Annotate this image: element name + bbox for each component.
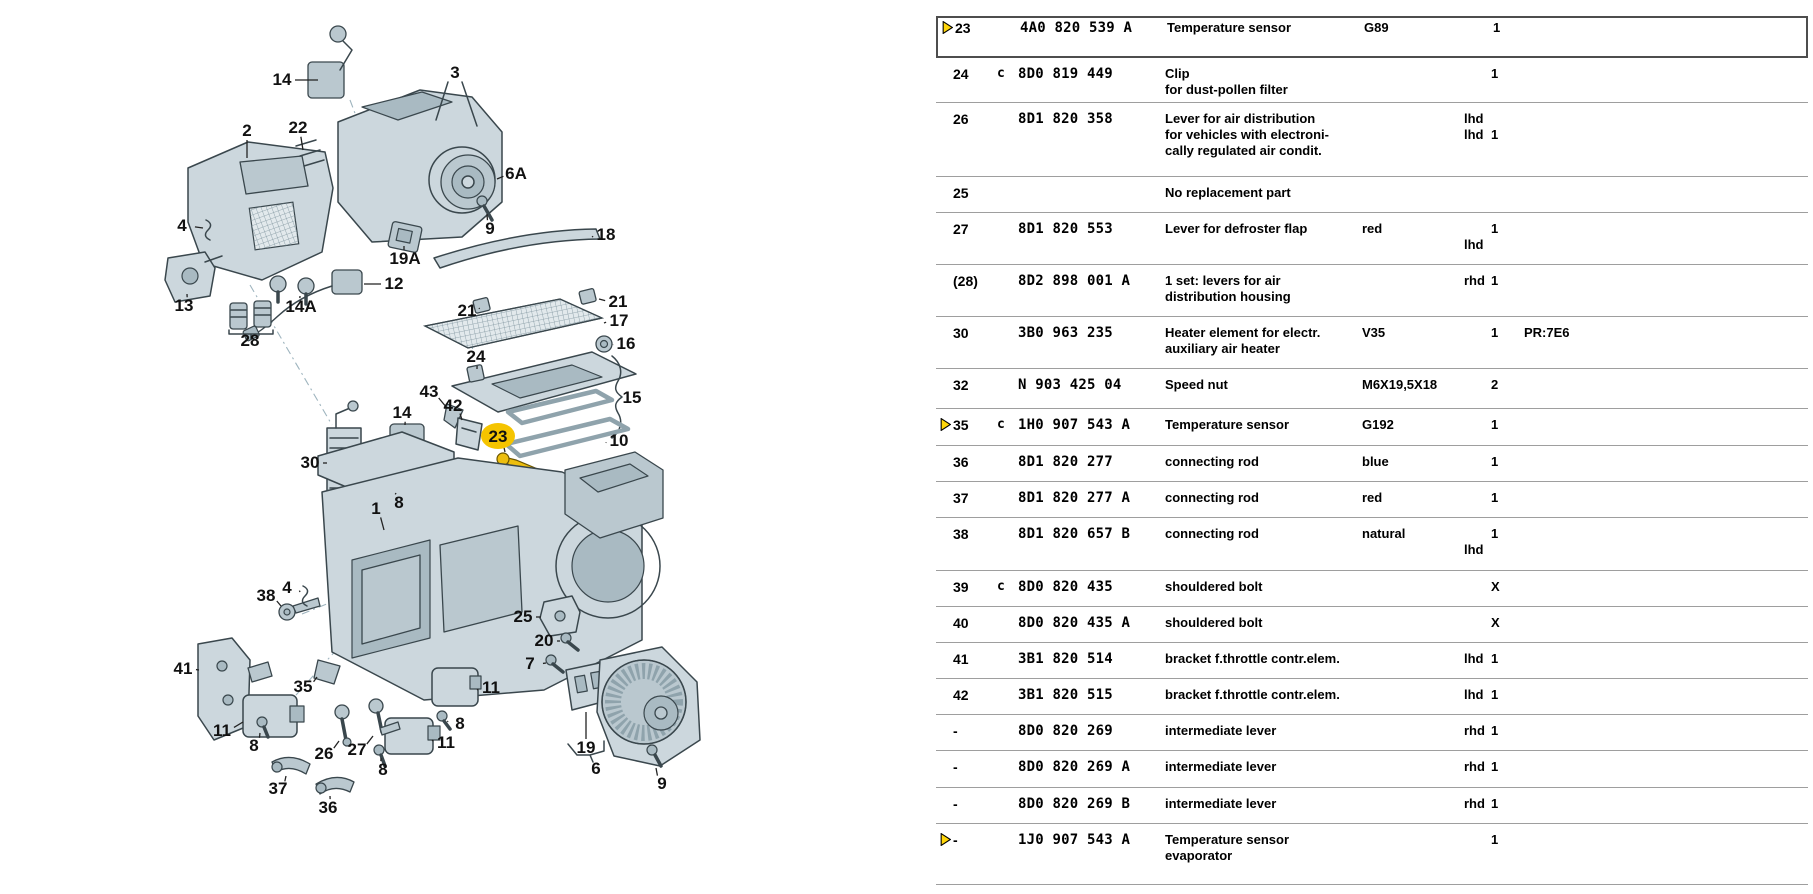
callout-label: 8 — [455, 714, 465, 733]
part-description: connecting rod — [1165, 454, 1259, 469]
callout-label: 17 — [609, 311, 629, 330]
parts-table-row-line — [936, 832, 1808, 848]
part-number: 3B1 820 514 — [1018, 651, 1113, 667]
part-number: 8D1 820 277 A — [1018, 490, 1131, 506]
callout-label: 22 — [288, 118, 308, 137]
parts-table-row[interactable] — [936, 823, 1808, 884]
part-position: (28) — [953, 273, 978, 289]
parts-table-row-line — [936, 526, 1808, 542]
callout-label: 27 — [347, 740, 367, 759]
part-quantity: 1 — [1491, 490, 1499, 505]
parts-table-row-line — [936, 687, 1808, 703]
parts-table-row[interactable] — [936, 787, 1808, 823]
parts-table-row[interactable] — [936, 102, 1808, 176]
part-description: bracket f.throttle contr.elem. — [1165, 687, 1340, 702]
callout-label: 10 — [609, 431, 629, 450]
part-description: connecting rod — [1165, 490, 1259, 505]
callout-leader-line — [477, 689, 478, 690]
callout-label: 36 — [318, 798, 338, 817]
callout-label: 12 — [384, 274, 404, 293]
parts-table-row[interactable] — [936, 517, 1808, 570]
parts-table-row-line — [936, 759, 1808, 775]
pr-code: PR:7E6 — [1524, 325, 1570, 340]
part-number: 8D1 820 657 B — [1018, 526, 1131, 542]
parts-table-row-line — [936, 417, 1808, 433]
part-quantity: 1 — [1491, 651, 1499, 666]
callout-label: 28 — [240, 331, 260, 350]
part-quantity: 1 — [1491, 796, 1499, 811]
part-description: Speed nut — [1165, 377, 1228, 392]
parts-table-row-line — [936, 377, 1808, 393]
part-description: No replacement part — [1165, 185, 1291, 200]
part-quantity: 1 — [1491, 832, 1499, 847]
parts-table-row[interactable] — [936, 316, 1808, 368]
callout-label: 15 — [622, 388, 642, 407]
callout-label: 11 — [213, 721, 231, 740]
callout-label: 38 — [256, 586, 276, 605]
part-position: 40 — [953, 615, 969, 631]
part-position: 42 — [953, 687, 969, 703]
actuator-part — [243, 695, 297, 737]
diagram-callout-3[interactable] — [450, 63, 459, 82]
part-number: 8D0 820 435 A — [1018, 615, 1131, 631]
part-description: evaporator — [1165, 848, 1233, 863]
parts-table-row[interactable] — [936, 408, 1808, 445]
parts-table-row-line — [936, 221, 1808, 237]
part-description: 1 set: levers for air — [1165, 273, 1281, 288]
part-position: - — [953, 723, 958, 739]
callout-leader-line — [367, 736, 373, 744]
part-number: 8D0 820 269 — [1018, 723, 1113, 739]
part-position: 35 — [953, 417, 969, 433]
parts-table-row-line — [936, 127, 1808, 143]
parts-table-row[interactable] — [936, 58, 1808, 102]
part-quantity: X — [1491, 579, 1500, 594]
callout-label: 35 — [293, 677, 313, 696]
part-position: 38 — [953, 526, 969, 542]
part-number: 8D1 820 553 — [1018, 221, 1113, 237]
callout-label: 26 — [314, 744, 334, 763]
part-number: 1J0 907 543 A — [1018, 832, 1131, 848]
part-flag: c — [997, 579, 1005, 594]
callout-leader-line — [432, 740, 433, 741]
parts-table-row[interactable] — [936, 368, 1808, 408]
parts-table-row-line — [936, 289, 1808, 305]
table-end-separator — [936, 884, 1808, 885]
drive-side: lhd — [1464, 687, 1484, 702]
parts-table-row[interactable] — [936, 642, 1808, 678]
parts-table-row-line — [936, 723, 1808, 739]
callout-label: 7 — [525, 654, 535, 673]
parts-table-row[interactable] — [936, 445, 1808, 481]
callout-label: 4 — [282, 578, 292, 597]
parts-table-row[interactable] — [936, 678, 1808, 714]
callout-label: 23 — [488, 427, 508, 446]
part-description: auxiliary air heater — [1165, 341, 1280, 356]
drive-side: rhd — [1464, 796, 1485, 811]
part-description: for vehicles with electroni- — [1165, 127, 1329, 142]
callout-label: 18 — [596, 225, 616, 244]
part-position: 37 — [953, 490, 969, 506]
diagram-callout-8[interactable] — [378, 758, 387, 779]
diagram-callout-37[interactable] — [269, 776, 288, 798]
part-quantity: 2 — [1491, 377, 1499, 392]
drive-side: rhd — [1464, 759, 1485, 774]
part-quantity: 1 — [1491, 687, 1499, 702]
part-number: 8D0 820 269 A — [1018, 759, 1131, 775]
callout-label: 21 — [608, 292, 628, 311]
part-position: - — [953, 832, 958, 848]
part-description: Lever for defroster flap — [1165, 221, 1308, 236]
callout-label: 13 — [174, 296, 194, 315]
part-number: 8D0 820 435 — [1018, 579, 1113, 595]
diagram-callout-26[interactable] — [315, 741, 339, 763]
part-note: G89 — [1364, 20, 1389, 35]
callout-leader-line — [334, 741, 339, 748]
drive-side: rhd — [1464, 273, 1485, 288]
callout-label: 6A — [505, 164, 527, 183]
callout-label: 37 — [268, 779, 288, 798]
part-description: Clip — [1165, 66, 1190, 81]
part-position: 30 — [953, 325, 969, 341]
callout-label: 4 — [177, 216, 187, 235]
part-description: intermediate lever — [1165, 759, 1277, 774]
part-quantity: 1 — [1491, 66, 1499, 81]
callout-label: 14 — [392, 403, 412, 422]
callout-label: 20 — [534, 631, 554, 650]
parts-table-row[interactable] — [936, 750, 1808, 787]
part-quantity: 1 — [1493, 20, 1501, 35]
callout-label: 19A — [389, 249, 421, 268]
part-position: 41 — [953, 651, 969, 667]
parts-table-row[interactable] — [936, 606, 1808, 642]
part-flag: c — [997, 66, 1005, 81]
parts-table-row-line — [936, 66, 1808, 82]
parts-table-row[interactable] — [936, 212, 1808, 264]
diagram-callout-38[interactable] — [257, 586, 281, 606]
diagram-callout-8[interactable] — [249, 733, 260, 755]
part-note: blue — [1362, 454, 1389, 469]
parts-table-row-line — [936, 615, 1808, 631]
part-position: 36 — [953, 454, 969, 470]
part-number: 8D2 898 001 A — [1018, 273, 1131, 289]
diagram-callout-16[interactable] — [613, 334, 635, 353]
diagram-callout-24[interactable] — [467, 347, 486, 369]
diagram-callout-13[interactable] — [175, 294, 194, 315]
part-position: 24 — [953, 66, 969, 82]
part-quantity: 1 — [1491, 454, 1499, 469]
callout-leader-line — [299, 591, 300, 592]
diagram-callout-12[interactable] — [364, 274, 403, 293]
callout-label: 8 — [249, 736, 259, 755]
parts-table-row-line — [936, 848, 1808, 864]
parts-table-row-line — [936, 651, 1808, 667]
callout-label: 2 — [242, 121, 252, 140]
diagram-callout-14a[interactable] — [285, 296, 316, 316]
callout-label: 16 — [616, 334, 636, 353]
part-description: Temperature sensor — [1165, 417, 1290, 432]
diagram-callout-21[interactable] — [599, 292, 627, 311]
callout-label: 42 — [443, 396, 463, 415]
part-number: 4A0 820 539 A — [1020, 20, 1133, 36]
diagram-callout-41[interactable] — [174, 659, 199, 678]
callout-label: 11 — [437, 733, 455, 752]
callout-leader-line — [599, 299, 605, 301]
part-position: 32 — [953, 377, 969, 393]
part-quantity: 1 — [1491, 723, 1499, 738]
part-number: 3B0 963 235 — [1018, 325, 1113, 341]
callout-label: 11 — [482, 678, 500, 697]
diagram-callout-15[interactable] — [623, 388, 642, 407]
part-description: shouldered bolt — [1165, 579, 1263, 594]
part-number: N 903 425 04 — [1018, 377, 1122, 393]
part-quantity: 1 — [1491, 417, 1499, 432]
part-note: M6X19,5X18 — [1362, 377, 1438, 392]
callout-label: 24 — [466, 347, 486, 366]
diagram-callout-4[interactable] — [282, 578, 300, 597]
parts-table — [936, 0, 1812, 894]
callout-label: 14A — [285, 297, 317, 316]
callout-leader-line — [447, 721, 448, 722]
diagram-callout-10[interactable] — [606, 431, 628, 450]
part-position: 39 — [953, 579, 969, 595]
drive-side: lhd — [1464, 237, 1484, 252]
drive-side: rhd — [1464, 723, 1485, 738]
parts-table-row-line — [936, 82, 1808, 98]
part-description: for dust-pollen filter — [1165, 82, 1288, 97]
part-position: 25 — [953, 185, 969, 201]
callout-label: 30 — [300, 453, 320, 472]
callout-leader-line — [277, 601, 281, 606]
part-quantity: 1 — [1491, 127, 1499, 142]
part-note: red — [1362, 221, 1383, 236]
drive-side: lhd — [1464, 127, 1484, 142]
part-note: natural — [1362, 526, 1406, 541]
part-position: - — [953, 759, 958, 775]
diagram-callout-8[interactable] — [394, 493, 403, 512]
parts-table-row-line — [936, 325, 1808, 341]
callout-label: 25 — [513, 607, 533, 626]
part-quantity: 1 — [1491, 273, 1499, 288]
parts-table-row-line — [936, 185, 1808, 201]
parts-table-row[interactable] — [936, 481, 1808, 517]
parts-table-row-line — [936, 454, 1808, 470]
part-description: connecting rod — [1165, 526, 1259, 541]
callout-label: 6 — [591, 759, 601, 778]
callout-label: 19 — [576, 738, 596, 757]
part-position: 27 — [953, 221, 969, 237]
callout-label: 41 — [173, 659, 193, 678]
part-number: 8D1 820 358 — [1018, 111, 1113, 127]
diagram-callout-36[interactable] — [319, 796, 338, 817]
part-note: red — [1362, 490, 1383, 505]
diagram-callout-14[interactable] — [393, 403, 412, 425]
part-quantity: 1 — [1491, 221, 1499, 236]
diagram-artwork — [165, 26, 700, 794]
parts-table-row[interactable] — [936, 264, 1808, 316]
parts-table-row-line — [936, 796, 1808, 812]
part-quantity: 1 — [1491, 526, 1499, 541]
part-description: Temperature sensor — [1167, 20, 1292, 35]
parts-table-row[interactable] — [936, 570, 1808, 606]
callout-label: 14 — [272, 70, 292, 89]
drive-side: lhd — [1464, 111, 1484, 126]
part-description: intermediate lever — [1165, 796, 1277, 811]
part-description: Lever for air distribution — [1165, 111, 1316, 126]
parts-table-row-line — [936, 143, 1808, 159]
diagram-callout-19[interactable] — [577, 712, 596, 757]
part-description: shouldered bolt — [1165, 615, 1263, 630]
parts-table-row[interactable] — [936, 176, 1808, 212]
parts-table-row[interactable] — [936, 16, 1808, 58]
part-number: 8D0 820 269 B — [1018, 796, 1131, 812]
part-note: G192 — [1362, 417, 1394, 432]
callout-label: 3 — [450, 63, 460, 82]
parts-table-row-line — [938, 20, 1806, 36]
parts-table-row-line — [936, 579, 1808, 595]
part-quantity: 1 — [1491, 759, 1499, 774]
parts-table-row-line — [936, 341, 1808, 357]
callout-label: 1 — [371, 499, 381, 518]
part-position: 26 — [953, 111, 969, 127]
parts-table-row[interactable] — [936, 714, 1808, 750]
parts-table-row-line — [936, 111, 1808, 127]
callout-leader-line — [592, 236, 593, 237]
part-quantity: 1 — [1491, 325, 1499, 340]
parts-table-row-line — [936, 237, 1808, 253]
part-number: 3B1 820 515 — [1018, 687, 1113, 703]
part-description: Heater element for electr. — [1165, 325, 1321, 340]
part-position: - — [953, 796, 958, 812]
parts-table-row-line — [936, 273, 1808, 289]
callout-label: 21 — [457, 301, 477, 320]
part-quantity: X — [1491, 615, 1500, 630]
callout-label: 43 — [419, 382, 439, 401]
diagram-callout-28[interactable] — [241, 331, 260, 350]
part-number: 1H0 907 543 A — [1018, 417, 1131, 433]
parts-table-row-line — [936, 542, 1808, 558]
drive-side: lhd — [1464, 651, 1484, 666]
part-description: bracket f.throttle contr.elem. — [1165, 651, 1340, 666]
callout-label: 8 — [394, 493, 404, 512]
diagram-pane — [0, 0, 800, 894]
diagram-callout-27[interactable] — [348, 736, 373, 759]
callout-leader-line — [604, 322, 606, 323]
part-description: Temperature sensor — [1165, 832, 1290, 847]
parts-table-row-line — [936, 490, 1808, 506]
diagram-callout-21[interactable] — [458, 301, 480, 320]
sensor-part — [332, 270, 362, 294]
diagram-callout-6[interactable] — [591, 759, 600, 778]
diagram-callout-35[interactable] — [294, 677, 317, 696]
diagram-callout-19a[interactable] — [389, 246, 420, 268]
callout-label: 8 — [378, 760, 388, 779]
callout-label: 9 — [485, 219, 495, 238]
callout-leader-line — [479, 308, 480, 309]
part-description: cally regulated air condit. — [1165, 143, 1322, 158]
diagram-callout-9[interactable] — [656, 768, 667, 793]
part-number: 8D1 820 277 — [1018, 454, 1113, 470]
part-description: intermediate lever — [1165, 723, 1277, 738]
part-position: 23 — [955, 20, 971, 36]
exploded-diagram[interactable] — [0, 0, 800, 894]
drive-side: lhd — [1464, 542, 1484, 557]
diagram-callout-17[interactable] — [604, 311, 628, 330]
part-description: distribution housing — [1165, 289, 1291, 304]
callout-leader-line — [259, 733, 260, 738]
part-note: V35 — [1362, 325, 1386, 340]
part-flag: c — [997, 417, 1005, 432]
callout-label: 9 — [657, 774, 667, 793]
part-number: 8D0 819 449 — [1018, 66, 1113, 82]
